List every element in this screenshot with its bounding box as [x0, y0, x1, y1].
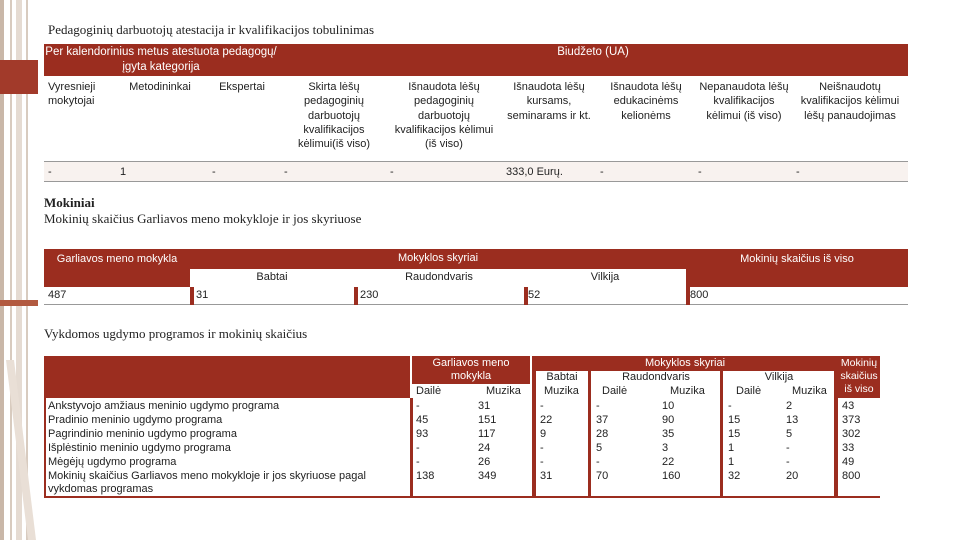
sub-school-daile: Dailė	[416, 385, 442, 397]
students-table	[44, 249, 908, 305]
v-vilk-daile: -	[728, 400, 732, 412]
v-school-daile: 45	[416, 414, 429, 426]
programs-rows	[44, 398, 880, 498]
branch-babtai: Babtai	[190, 269, 354, 287]
prog-school-header: Garliavos meno mokykla	[412, 356, 530, 384]
prog-branch-vilkija: Vilkija	[724, 371, 834, 384]
v-raud-muzika: 22	[662, 456, 675, 468]
v-vilk-daile: 15	[728, 428, 741, 440]
v-school-muzika: 31	[478, 400, 491, 412]
v-raud-muzika: 90	[662, 414, 675, 426]
v-total: 49	[842, 456, 855, 468]
table1-col-headers	[44, 76, 908, 162]
val-senior-teachers: -	[48, 166, 52, 178]
v-raud-muzika: 35	[662, 428, 675, 440]
table1-header-left: Per kalendorinius metus atestuota pedagogų/įgyta kategorija	[44, 44, 278, 76]
v-total: 43	[842, 400, 855, 412]
program-row	[44, 400, 880, 413]
val-total: 800	[690, 289, 709, 301]
program-name: Ankstyvojo amžiaus meninio ugdymo programa	[48, 400, 280, 412]
v-school-daile: 93	[416, 428, 429, 440]
v-babtai-muzika: 22	[540, 414, 553, 426]
qualification-table	[44, 44, 908, 182]
col-header-senior-teachers: Vyresnieji mokytojai	[48, 81, 96, 108]
v-vilk-muzika: -	[786, 456, 790, 468]
v-babtai-muzika: 31	[540, 470, 553, 482]
col-header-methodists: Metodininkai	[129, 81, 191, 93]
sub-raud-muzika: Muzika	[670, 385, 705, 397]
program-row	[44, 414, 880, 427]
table1-header-right: Biudžeto (UA)	[278, 44, 908, 76]
v-raud-muzika: 160	[662, 470, 681, 482]
prog-branches-header: Mokyklos skyriai	[536, 356, 834, 371]
v-raud-daile: -	[596, 456, 600, 468]
branch-raudondvaris: Raudondvaris	[354, 269, 524, 287]
val-babtai: 31	[196, 289, 209, 301]
val-vilkija: 52	[528, 289, 541, 301]
v-school-daile: -	[416, 442, 420, 454]
val-unused-usage: -	[796, 166, 800, 178]
students-bottom-strip-1	[190, 287, 194, 305]
divider-1	[44, 398, 46, 498]
school-header: Garliavos meno mokykla	[44, 249, 190, 287]
v-vilk-daile: 32	[728, 470, 741, 482]
program-name: Pagrindinio meninio ugdymo programa	[48, 428, 237, 440]
v-school-muzika: 349	[478, 470, 497, 482]
v-raud-daile: 28	[596, 428, 609, 440]
val-school: 487	[48, 289, 67, 301]
v-raud-muzika: 3	[662, 442, 669, 454]
students-heading: Mokiniai	[44, 195, 95, 210]
v-vilk-muzika: -	[786, 442, 790, 454]
v-school-muzika: 26	[478, 456, 491, 468]
v-vilk-daile: 1	[728, 456, 735, 468]
divider-3	[532, 356, 536, 498]
v-vilk-muzika: 13	[786, 414, 799, 426]
v-vilk-muzika: 5	[786, 428, 793, 440]
v-raud-daile: 70	[596, 470, 609, 482]
col-header-allocated: Skirta lėšų pedagoginių darbuotojų kvalifikacijos kėlimui(iš viso)	[297, 81, 371, 151]
val-raudondvaris: 230	[360, 289, 379, 301]
programs-heading: Vykdomos ugdymo programos ir mokinių skaičius	[44, 326, 308, 341]
prog-school-sub	[412, 384, 530, 398]
table1-values-row	[44, 162, 908, 182]
prog-branches-sub	[536, 384, 834, 398]
val-unused: -	[698, 166, 702, 178]
divider-bottom	[44, 496, 880, 498]
col-header-used-courses: Išnaudota lėšų kursams, seminarams ir kt.	[507, 81, 591, 122]
v-babtai-muzika: 9	[540, 428, 547, 440]
prog-branch-babtai: Babtai	[536, 371, 588, 384]
divider-5	[720, 371, 723, 498]
students-bottom-strip-2	[354, 287, 358, 305]
v-babtai-muzika: -	[540, 400, 544, 412]
program-name: Mėgėjų ugdymo programa	[48, 456, 177, 468]
v-vilk-daile: 15	[728, 414, 741, 426]
total-header: Mokinių skaičius iš viso	[686, 249, 908, 287]
divider-2	[410, 398, 413, 498]
sub-vilk-muzika: Muzika	[792, 385, 827, 397]
col-header-experts: Ekspertai	[219, 81, 265, 93]
sub-babtai-muzika: Muzika	[544, 385, 579, 397]
v-school-muzika: 117	[478, 428, 496, 440]
v-school-muzika: 24	[478, 442, 491, 454]
prog-total-header: Mokinių skaičius iš viso	[838, 356, 880, 398]
students-bottom-strip-4	[686, 287, 690, 305]
v-babtai-muzika: -	[540, 456, 544, 468]
v-total: 373	[842, 414, 861, 426]
v-total: 33	[842, 442, 855, 454]
program-row	[44, 442, 880, 455]
v-raud-muzika: 10	[662, 400, 675, 412]
divider-6	[834, 356, 838, 498]
col-header-unused: Nepanaudota lėšų kvalifikacijos kėlimui (iš viso)	[699, 81, 789, 122]
programs-left-header-box	[44, 356, 410, 398]
val-used-courses: 333,0 Eurų.	[506, 166, 563, 178]
students-bottom-strip-3	[524, 287, 528, 305]
val-allocated: -	[284, 166, 288, 178]
v-school-daile: -	[416, 400, 420, 412]
v-raud-daile: -	[596, 400, 600, 412]
divider-4	[588, 371, 591, 498]
program-name: Išplėstinio meninio ugdymo programa	[48, 442, 231, 454]
programs-table	[44, 356, 880, 498]
sub-school-muzika: Muzika	[486, 385, 521, 397]
page-title: Pedagoginių darbuotojų atestacija ir kvalifikacijos tobulinimas	[48, 22, 375, 37]
col-header-used-total: Išnaudota lėšų pedagoginių darbuotojų kvalifikacijos kėlimui (iš viso)	[394, 81, 494, 151]
v-total: 800	[842, 470, 861, 482]
v-total: 302	[842, 428, 861, 440]
v-raud-daile: 5	[596, 442, 603, 454]
prog-branch-raudondvaris: Raudondvaris	[592, 371, 720, 384]
v-school-daile: -	[416, 456, 420, 468]
program-row-total	[44, 470, 880, 498]
v-vilk-daile: 1	[728, 442, 735, 454]
branch-vilkija: Vilkija	[524, 269, 686, 287]
val-used-total: -	[390, 166, 394, 178]
v-school-muzika: 151	[478, 414, 497, 426]
v-vilk-muzika: 2	[786, 400, 793, 412]
decorative-stripes	[0, 0, 38, 540]
v-school-daile: 138	[416, 470, 435, 482]
sub-raud-daile: Dailė	[602, 385, 628, 397]
col-header-used-trips: Išnaudota lėšų edukacinėms kelionėms	[610, 81, 682, 122]
v-babtai-muzika: -	[540, 442, 544, 454]
program-row	[44, 428, 880, 441]
v-raud-daile: 37	[596, 414, 609, 426]
program-name: Pradinio meninio ugdymo programa	[48, 414, 223, 426]
val-methodists: 1	[120, 166, 127, 178]
students-subheading: Mokinių skaičius Garliavos meno mokykloje ir jos skyriuose	[44, 211, 362, 226]
students-values-row	[44, 287, 908, 305]
val-experts: -	[212, 166, 216, 178]
val-used-trips: -	[600, 166, 604, 178]
sub-vilk-daile: Dailė	[736, 385, 762, 397]
program-name: Mokinių skaičius Garliavos meno mokykloje ir jos skyriuose pagal vykdomas programas	[48, 470, 366, 495]
program-row	[44, 456, 880, 469]
col-header-unused-usage: Neišnaudotų kvalifikacijos kėlimui lėšų panaudojimas	[800, 81, 900, 122]
v-vilk-muzika: 20	[786, 470, 799, 482]
branches-header: Mokyklos skyriai	[190, 249, 686, 269]
